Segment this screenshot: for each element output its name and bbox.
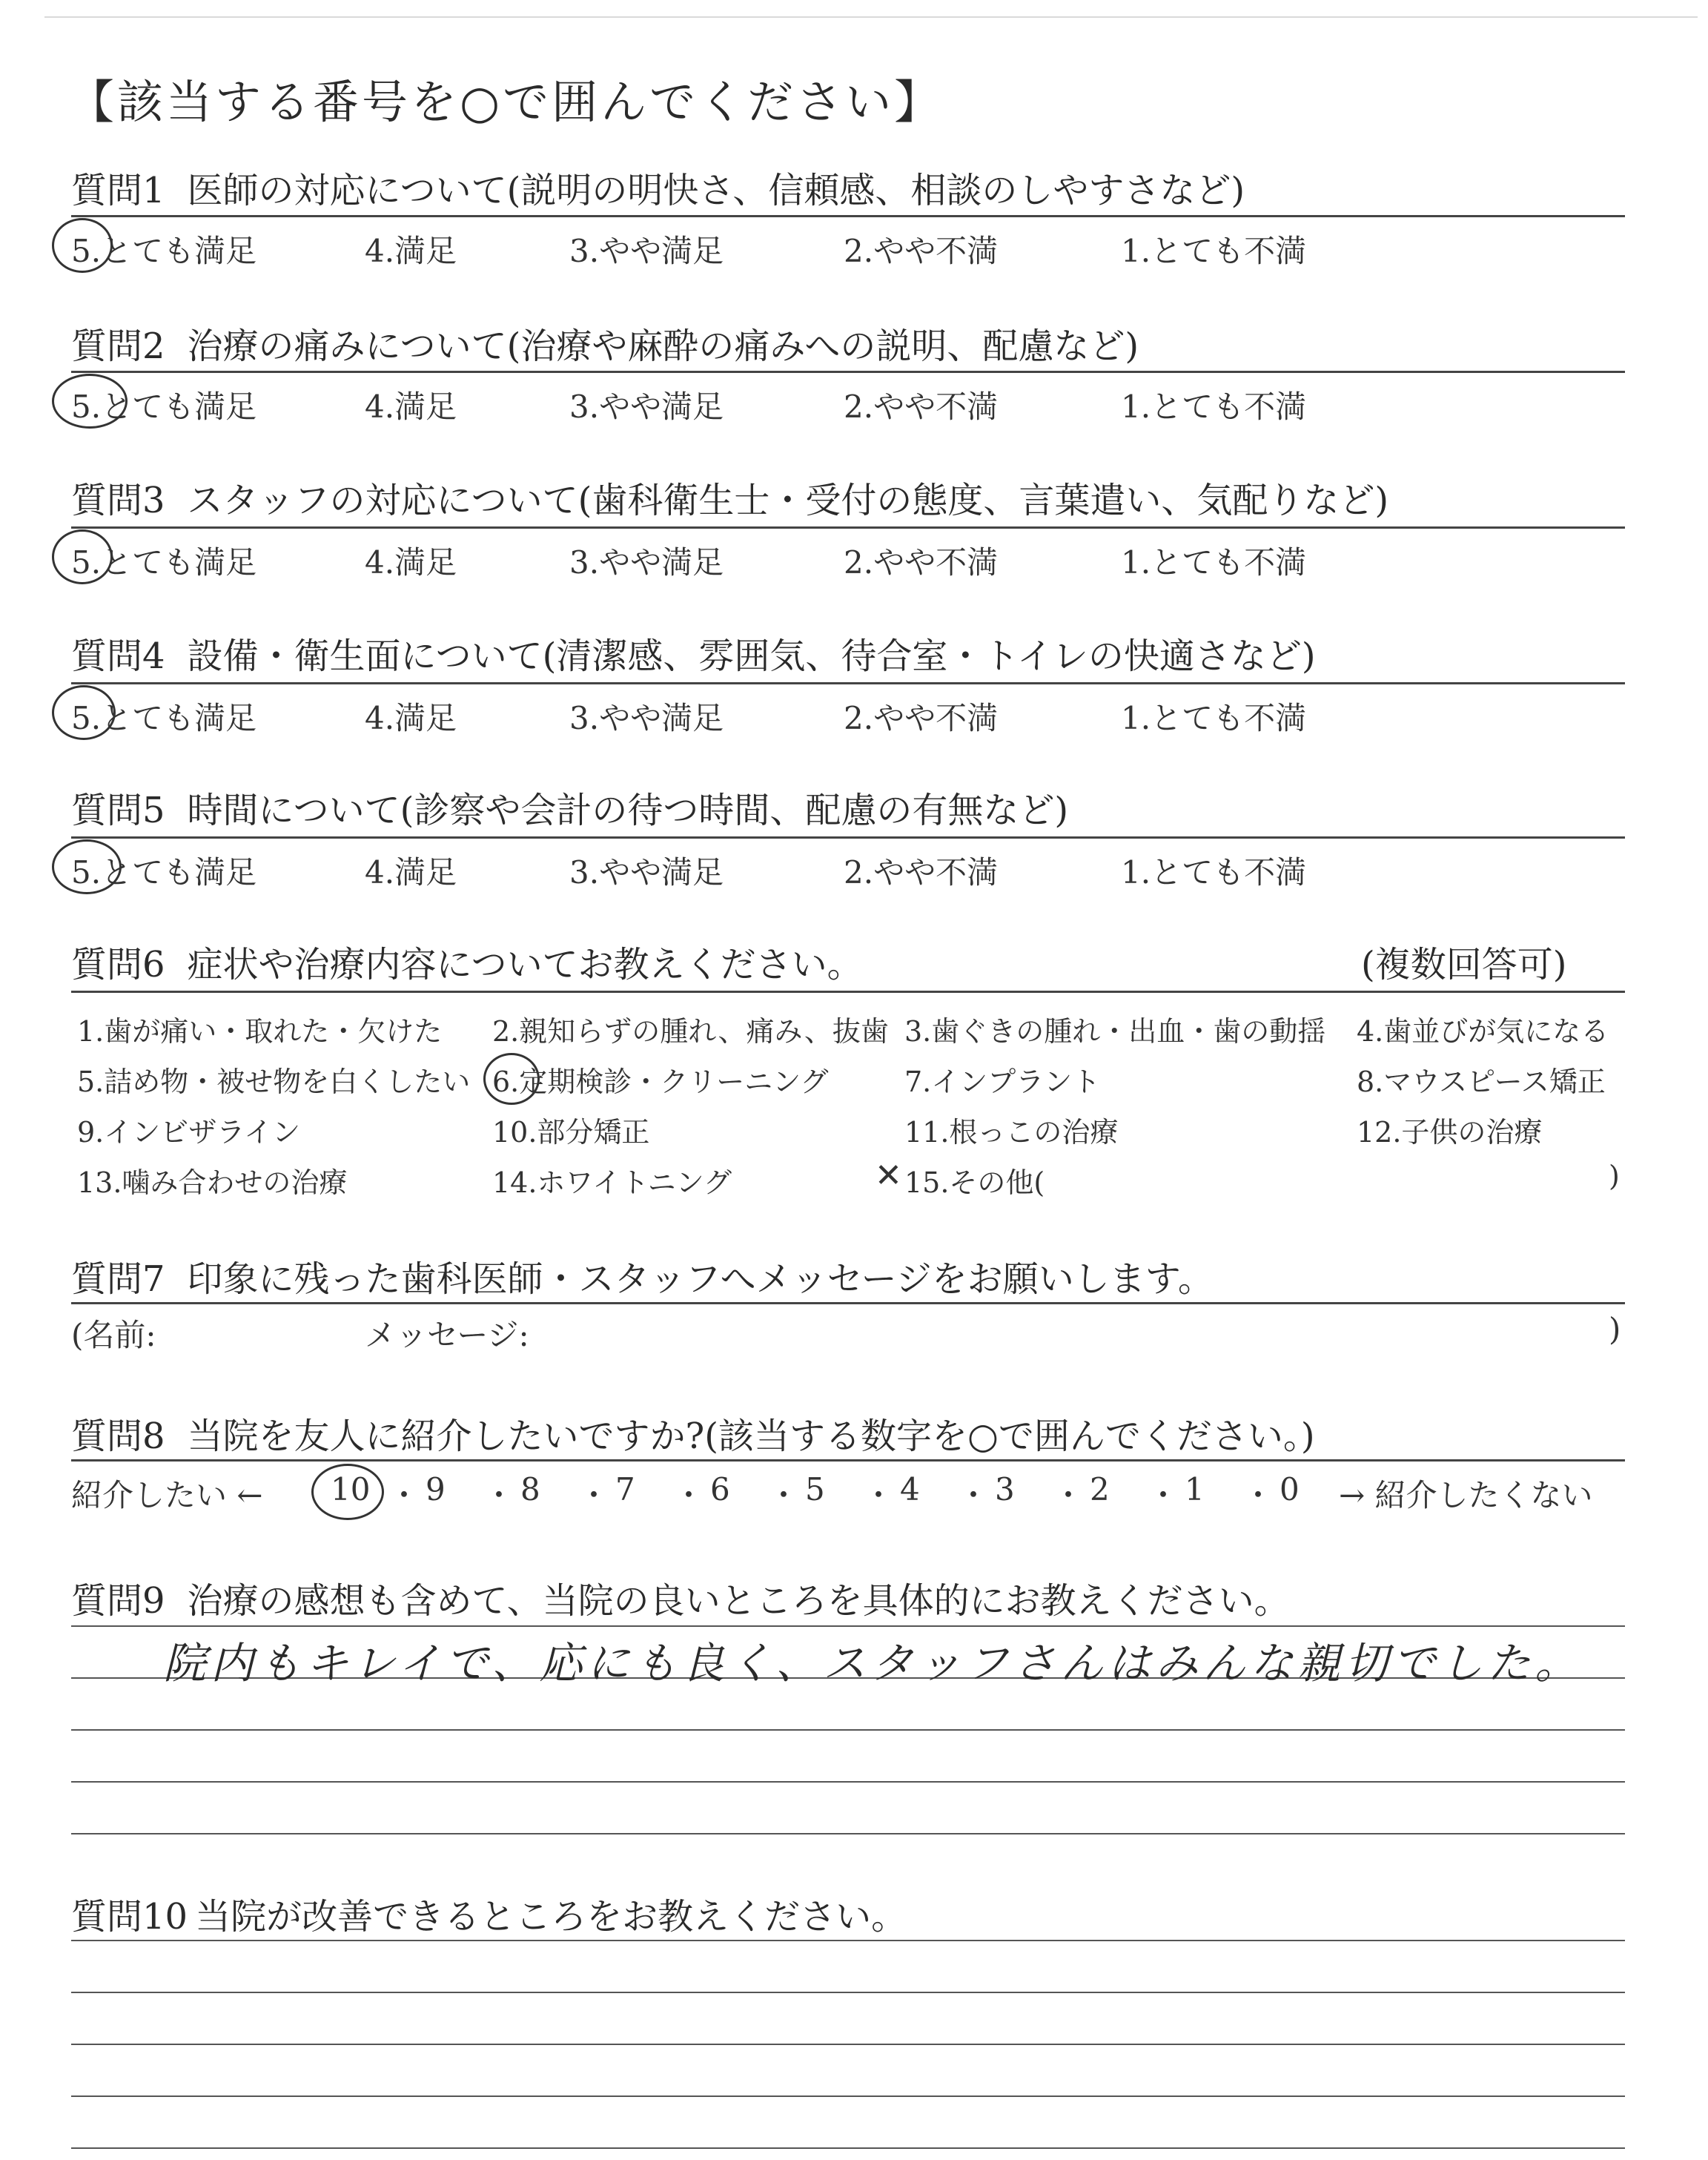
option-5[interactable]: 5.とても満足 [71,389,257,425]
option-4[interactable]: 4.満足 [365,233,457,269]
scale-value-10[interactable]: 10 [331,1471,371,1507]
answer-line [71,1781,1625,1783]
option-5[interactable]: 5.とても満足 [71,854,257,891]
question-number: 質問2 [71,326,165,367]
scale-separator-dot: ・ [578,1477,610,1513]
scale-value-4[interactable]: 4 [900,1471,920,1507]
option-3[interactable]: 3.やや満足 [569,389,724,425]
scale-value-3[interactable]: 3 [995,1471,1015,1507]
option-1[interactable]: 1.とても不満 [1121,233,1307,269]
symptom-option-5[interactable]: 5.詰め物・被せ物を白くしたい [77,1066,471,1098]
question-number: 質問5 [71,790,165,831]
question-text: スタッフの対応について(歯科衛生士・受付の態度、言葉遣い、気配りなど) [187,480,1389,521]
divider [71,1459,1625,1462]
divider [71,682,1625,684]
option-5[interactable]: 5.とても満足 [71,544,257,581]
handwritten-circle-mark [483,1053,540,1105]
scale-separator-dot: ・ [768,1477,800,1513]
option-1[interactable]: 1.とても不満 [1121,544,1307,581]
question-text: 時間について(診察や会計の待つ時間、配慮の有無など) [187,790,1069,831]
scale-separator-dot: ・ [958,1477,990,1513]
symptom-option-9[interactable]: 9.インビザライン [77,1116,301,1149]
scale-separator-dot: ・ [673,1477,705,1513]
scale-value-8[interactable]: 8 [520,1471,540,1507]
multiple-answer-note: (複数回答可) [1361,944,1567,985]
scale-separator-dot: ・ [1148,1477,1179,1513]
handwritten-circle-mark [52,529,113,584]
recommend-label: 紹介したい ← [71,1477,263,1513]
scale-value-2[interactable]: 2 [1090,1471,1110,1507]
symptom-option-1[interactable]: 1.歯が痛い・取れた・欠けた [77,1015,443,1048]
option-2[interactable]: 2.やや不満 [844,544,999,581]
symptom-option-10[interactable]: 10.部分矯正 [492,1116,650,1149]
option-1[interactable]: 1.とても不満 [1121,389,1307,425]
symptom-option-2[interactable]: 2.親知らずの腫れ、痛み、抜歯 [492,1015,889,1048]
handwritten-circle-mark [52,685,116,740]
divider [71,1302,1625,1304]
option-2[interactable]: 2.やや不満 [844,700,999,736]
option-1[interactable]: 1.とても不満 [1121,854,1307,891]
answer-line [71,2044,1625,2045]
option-4[interactable]: 4.満足 [365,389,457,425]
answer-line [71,1833,1625,1834]
question-number: 質問10 [71,1896,188,1938]
question-number: 質問3 [71,480,165,521]
option-3[interactable]: 3.やや満足 [569,854,724,891]
question-number: 質問9 [71,1580,165,1622]
question-number: 質問6 [71,944,165,985]
option-5[interactable]: 5.とても満足 [71,700,257,736]
symptom-option-12[interactable]: 12.子供の治療 [1357,1116,1543,1149]
option-3[interactable]: 3.やや満足 [569,700,724,736]
question-text: 当院が改善できるところをお教えください。 [195,1896,907,1938]
option-5[interactable]: 5.とても満足 [71,233,257,269]
question-text: 医師の対応について(説明の明快さ、信頼感、相談のしやすさなど) [187,170,1245,211]
symptom-option-6[interactable]: 6.定期検診・クリーニング [492,1066,829,1098]
question-text: 印象に残った歯科医師・スタッフへメッセージをお願いします。 [187,1258,1214,1300]
divider [71,836,1625,839]
scale-separator-dot: ・ [1242,1477,1274,1513]
option-4[interactable]: 4.満足 [365,544,457,581]
scale-separator-dot: ・ [1053,1477,1085,1513]
question-text: 症状や治療内容についてお教えください。 [187,944,863,985]
answer-line [71,1940,1625,1941]
divider [71,371,1625,373]
handwritten-scribble-mark: ✕ [875,1157,902,1195]
scale-value-5[interactable]: 5 [805,1471,825,1507]
scale-value-6[interactable]: 6 [710,1471,730,1507]
message-label: メッセージ: [365,1317,529,1353]
handwritten-answer: 院内もキレイで、応にも良く、スタッフさんはみんな親切でした。 [163,1638,1583,1688]
answer-line [71,1729,1625,1731]
option-3[interactable]: 3.やや満足 [569,544,724,581]
question-text: 設備・衛生面について(清潔感、雰囲気、待合室・トイレの快適さなど) [187,635,1316,677]
answer-line [71,1992,1625,1993]
scale-separator-dot: ・ [388,1477,420,1513]
divider [71,526,1625,529]
symptom-option-14[interactable]: 14.ホワイトニング [492,1166,732,1199]
handwritten-circle-mark [52,839,122,894]
message-close-paren: ) [1609,1311,1621,1347]
divider [71,215,1625,217]
option-2[interactable]: 2.やや不満 [844,233,999,269]
handwritten-circle-mark [311,1464,384,1520]
symptom-option-3[interactable]: 3.歯ぐきの腫れ・出血・歯の動揺 [904,1015,1326,1048]
question-number: 質問4 [71,635,165,677]
scale-value-7[interactable]: 7 [615,1471,635,1507]
option-2[interactable]: 2.やや不満 [844,389,999,425]
scale-separator-dot: ・ [863,1477,895,1513]
not-recommend-label: → 紹介したくない [1339,1477,1593,1513]
option-4[interactable]: 4.満足 [365,854,457,891]
question-text: 当院を友人に紹介したいですか?(該当する数字を○で囲んでください。) [187,1416,1315,1457]
handwritten-circle-mark [52,374,128,429]
answer-line [71,2147,1625,2149]
scale-value-0[interactable]: 0 [1280,1471,1300,1507]
name-label: (名前: [71,1317,156,1353]
question-number: 質問8 [71,1416,165,1457]
question-number: 質問1 [71,170,165,211]
symptom-option-7[interactable]: 7.インプラント [904,1066,1101,1098]
answer-line [71,1625,1625,1627]
option-4[interactable]: 4.満足 [365,700,457,736]
question-text: 治療の痛みについて(治療や麻酔の痛みへの説明、配慮など) [187,326,1139,367]
symptom-option-13[interactable]: 13.噛み合わせの治療 [77,1166,348,1199]
scale-separator-dot: ・ [483,1477,515,1513]
scale-value-1[interactable]: 1 [1185,1471,1205,1507]
option-1[interactable]: 1.とても不満 [1121,700,1307,736]
question-text: 治療の感想も含めて、当院の良いところを具体的にお教えください。 [187,1580,1290,1622]
instruction-heading: 【該当する番号を○で囲んでください】 [68,75,944,129]
option-2[interactable]: 2.やや不満 [844,854,999,891]
scale-value-9[interactable]: 9 [426,1471,446,1507]
symptom-option-11[interactable]: 11.根っこの治療 [904,1116,1119,1149]
handwritten-circle-mark [52,218,113,273]
question-number: 質問7 [71,1258,165,1300]
symptom-option-4[interactable]: 4.歯並びが気になる [1357,1015,1609,1048]
divider [71,991,1625,993]
scan-edge-line [44,16,1698,18]
other-close-paren: ) [1609,1160,1620,1192]
answer-line [71,2095,1625,2097]
symptom-option-8[interactable]: 8.マウスピース矯正 [1357,1066,1606,1098]
symptom-option-15[interactable]: 15.その他( [904,1166,1045,1199]
option-3[interactable]: 3.やや満足 [569,233,724,269]
